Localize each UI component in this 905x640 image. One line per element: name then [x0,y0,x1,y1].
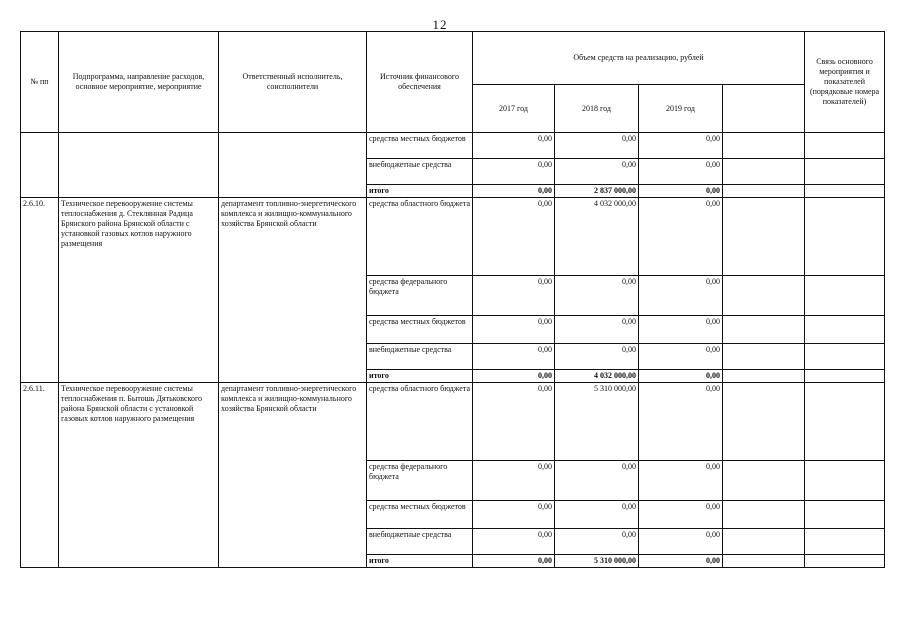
value-2018: 0,00 [555,133,639,159]
value-2019: 0,00 [639,185,723,198]
source-cell: средства местных бюджетов [367,501,473,529]
value-2018: 2 837 000,00 [555,185,639,198]
value-2017: 0,00 [473,185,555,198]
source-cell: средства областного бюджета [367,198,473,276]
value-2018: 0,00 [555,344,639,370]
value-empty [723,370,805,383]
value-empty [723,383,805,461]
item-number: 2.6.11. [21,383,59,568]
value-2017: 0,00 [473,461,555,501]
value-2019: 0,00 [639,316,723,344]
header-empty-year [723,85,805,133]
value-2019: 0,00 [639,344,723,370]
header-volume: Объем средств на реализацию, рублей [473,32,805,85]
source-cell: средства местных бюджетов [367,316,473,344]
table-row [21,383,885,461]
link-cell [805,198,885,276]
page-number: 12 [432,17,448,32]
source-cell: итого [367,370,473,383]
source-cell: внебюджетные средства [367,344,473,370]
value-2019: 0,00 [639,133,723,159]
value-2019: 0,00 [639,555,723,568]
header-link: Связь основного мероприятия и показателей (порядковые номера показателей) [805,32,885,133]
source-cell: средства областного бюджета [367,383,473,461]
link-cell [805,276,885,316]
value-2017: 0,00 [473,344,555,370]
header-year-2018: 2018 год [555,85,639,133]
source-cell: средства местных бюджетов [367,133,473,159]
item-name: Техническое перевооружение системы теплоснабжения д. Стеклянная Радица Брянского района Брянской области с установкой газовых котлов наружного размещения [59,198,219,383]
value-2017: 0,00 [473,276,555,316]
link-cell [805,185,885,198]
value-2017: 0,00 [473,316,555,344]
value-empty [723,344,805,370]
link-cell [805,344,885,370]
header-year-2017: 2017 год [473,85,555,133]
source-cell: внебюджетные средства [367,529,473,555]
value-2018: 0,00 [555,529,639,555]
value-2019: 0,00 [639,370,723,383]
value-2017: 0,00 [473,198,555,276]
table-row [21,198,885,276]
table-body [21,133,885,568]
source-cell: средства федерального бюджета [367,461,473,501]
value-empty [723,276,805,316]
value-2019: 0,00 [639,198,723,276]
value-2017: 0,00 [473,133,555,159]
value-2019: 0,00 [639,159,723,185]
value-2018: 0,00 [555,316,639,344]
value-empty [723,501,805,529]
link-cell [805,316,885,344]
value-empty [723,198,805,276]
link-cell [805,159,885,185]
value-2017: 0,00 [473,159,555,185]
source-cell: итого [367,185,473,198]
value-2018: 0,00 [555,501,639,529]
value-empty [723,133,805,159]
header-program: Подпрограмма, направление расходов, основное мероприятие, мероприятие [59,32,219,133]
value-empty [723,185,805,198]
value-2019: 0,00 [639,383,723,461]
value-empty [723,461,805,501]
value-2019: 0,00 [639,276,723,316]
budget-table [20,31,885,568]
source-cell: итого [367,555,473,568]
link-cell [805,383,885,461]
value-2017: 0,00 [473,370,555,383]
table-row [21,133,885,159]
link-cell [805,555,885,568]
value-2019: 0,00 [639,461,723,501]
value-2018: 0,00 [555,276,639,316]
header-responsible: Ответственный исполнитель, соисполнители [219,32,367,133]
responsible-cell [219,133,367,198]
value-2019: 0,00 [639,529,723,555]
value-empty [723,555,805,568]
link-cell [805,529,885,555]
item-responsible: департамент топливно-энергетического комплекса и жилищно-коммунального хозяйства Брянской области [219,198,367,383]
source-cell: средства федерального бюджета [367,276,473,316]
value-2018: 4 032 000,00 [555,198,639,276]
link-cell [805,133,885,159]
no-cell [21,133,59,198]
item-name: Техническое перевооружение системы теплоснабжения п. Бытошь Дятьковского района Брянской области с установкой газовых котлов наружного размещения [59,383,219,568]
value-empty [723,529,805,555]
value-2017: 0,00 [473,529,555,555]
value-2017: 0,00 [473,555,555,568]
value-2018: 4 032 000,00 [555,370,639,383]
link-cell [805,370,885,383]
value-empty [723,316,805,344]
value-2018: 5 310 000,00 [555,383,639,461]
value-2018: 5 310 000,00 [555,555,639,568]
header-source: Источник финансового обеспечения [367,32,473,133]
value-2017: 0,00 [473,383,555,461]
value-2018: 0,00 [555,159,639,185]
program-cell [59,133,219,198]
value-2019: 0,00 [639,501,723,529]
link-cell [805,461,885,501]
header-year-2019: 2019 год [639,85,723,133]
header-no: № пп [21,32,59,133]
item-responsible: департамент топливно-энергетического комплекса и жилищно-коммунального хозяйства Брянской области [219,383,367,568]
item-number: 2.6.10. [21,198,59,383]
source-cell: внебюджетные средства [367,159,473,185]
value-2017: 0,00 [473,501,555,529]
value-2018: 0,00 [555,461,639,501]
value-empty [723,159,805,185]
link-cell [805,501,885,529]
